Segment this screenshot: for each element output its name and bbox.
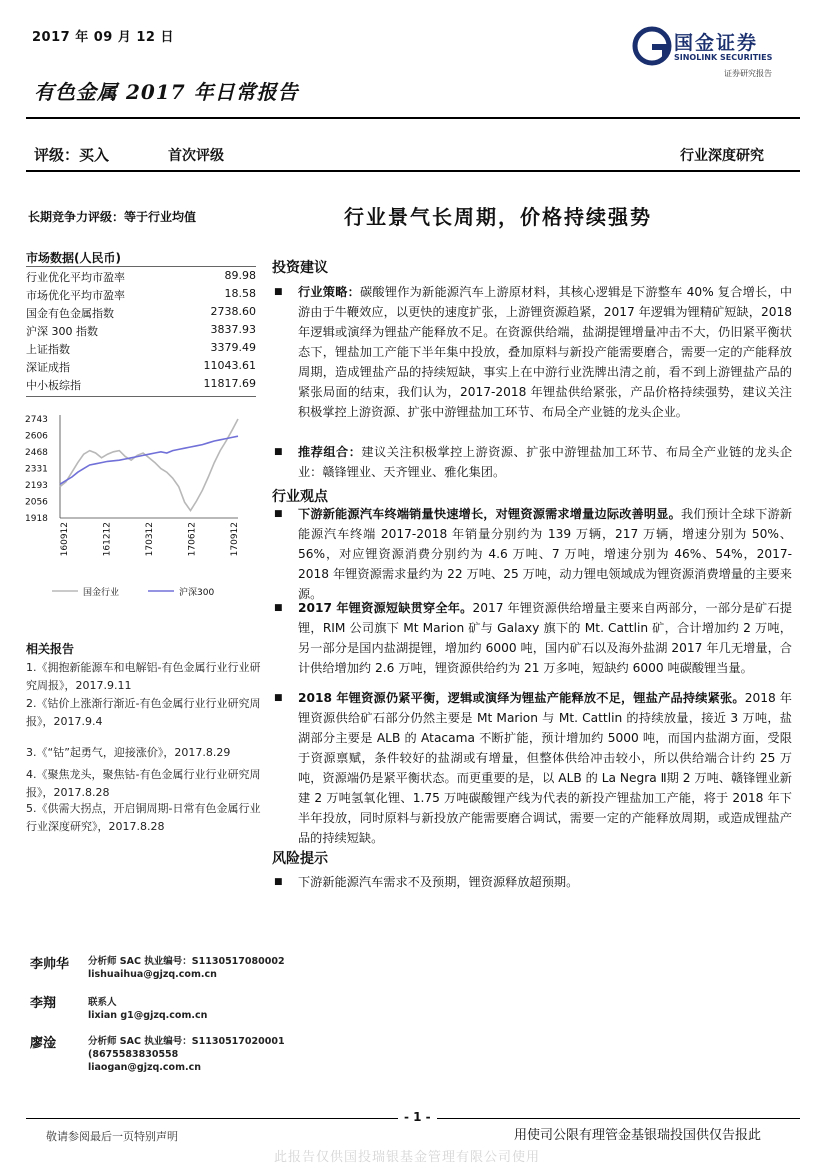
section-industry-view: 行业观点 — [272, 489, 328, 505]
view1-body: 我们预计全球下游新能源汽车终端 2017-2018 年销量分别约为 139 万辆，217 万辆，增速分别为 50%、56%，对应锂资源消费分别约为 4.6 万吨、7 万吨，增速分别为 46%、54%，2017-2018 年锂资源需求量约为 22 万吨、25 万吨，动力锂电领域成为锂资源消费增量的主要来源。 — [298, 507, 793, 601]
market-label: 市场优化平均市盈率 — [26, 289, 125, 302]
competitive-rating: 长期竞争力评级：等于行业均值 — [28, 210, 197, 224]
legend-label: 沪深300 — [179, 588, 215, 598]
portfolio-paragraph — [274, 442, 792, 482]
logo-name-en: SINOLINK SECURITIES — [674, 53, 773, 62]
market-label: 国金有色金属指数 — [26, 307, 114, 320]
y-tick-label: 2056 — [25, 497, 48, 508]
market-value: 3379.49 — [210, 341, 256, 354]
y-tick-label: 2743 — [25, 415, 48, 425]
analyst-info — [88, 955, 285, 981]
section-risk: 风险提示 — [272, 851, 328, 867]
view3-lead: 2018 年锂资源仍紧平衡，逻辑或演绎为锂盐产能释放不足，锂盐产品持续紧张。 — [298, 691, 745, 705]
related-report-item[interactable]: 5.《供需大拐点，开启铜周期-日常有色金属行业行业深度研究》，2017.8.28 — [26, 802, 261, 833]
analyst-email[interactable]: lishuaihua@gjzq.com.cn — [88, 969, 217, 980]
bullet-icon: ■ — [274, 693, 283, 703]
related-report-item[interactable]: 4.《聚焦龙头，聚焦钴-有色金属行业行业研究周报》，2017.8.28 — [26, 768, 261, 799]
view2-lead: 2017 年锂资源短缺贯穿全年。 — [298, 601, 473, 615]
bullet-icon: ■ — [274, 287, 283, 297]
analyst-cert: 分析师 SAC 执业编号：S1130517080002 — [88, 956, 285, 967]
market-label: 行业优化平均市盈率 — [26, 271, 125, 284]
market-divider-bottom — [26, 396, 256, 397]
analyst-cert: 分析师 SAC 执业编号：S1130517020001 — [88, 1036, 285, 1047]
strategy-lead: 行业策略： — [298, 285, 361, 299]
analyst-cert: 联系人 — [88, 997, 117, 1008]
series-line — [60, 436, 238, 484]
analyst-email[interactable]: liaogan@gjzq.com.cn — [88, 1062, 201, 1073]
y-tick-label: 2331 — [25, 464, 48, 475]
market-value: 11043.61 — [203, 359, 256, 372]
analyst-info — [88, 996, 207, 1022]
analyst-name: 廖淦 — [30, 1036, 57, 1051]
market-row — [26, 359, 256, 377]
footer-usage-note: 用使司公限有理管金基银瑞投国供仅告报此 — [514, 1128, 762, 1143]
x-tick-label: 170612 — [187, 522, 198, 557]
portfolio-body: 建议关注积极掌控上游资源、扩张中游锂盐加工环节、布局全产业链的龙头企业：赣锋锂业、天齐锂业、雅化集团。 — [298, 445, 793, 479]
related-report-item[interactable]: 3.《“钴”起勇气，迎接涨价》，2017.8.29 — [26, 746, 231, 759]
related-report-item[interactable]: 1.《拥抱新能源车和电解铝-有色金属行业行业研究周报》，2017.9.11 — [26, 661, 261, 692]
analyst-name: 李帅华 — [30, 957, 70, 972]
x-tick-label: 170912 — [230, 522, 240, 557]
report-headline: 行业景气长周期，价格持续强势 — [344, 205, 652, 229]
market-value: 2738.60 — [210, 305, 256, 318]
view1-lead: 下游新能源汽车终端销量快速增长，对锂资源需求增量边际改善明显。 — [298, 507, 681, 521]
view-paragraph-2 — [274, 598, 792, 678]
market-label: 中小板综指 — [26, 379, 81, 392]
market-label: 上证指数 — [26, 343, 70, 356]
risk-body: 下游新能源汽车需求不及预期，锂资源释放超预期。 — [298, 875, 579, 889]
analyst-name: 李翔 — [30, 996, 57, 1011]
logo-subtitle: 证券研究报告 — [724, 69, 772, 78]
logo-mark-icon — [632, 26, 672, 66]
footer-watermark: 此报告仅供国投瑞银基金管理有限公司使用 — [274, 1150, 541, 1165]
x-tick-label: 170312 — [145, 522, 155, 557]
x-tick-label: 160912 — [60, 522, 70, 557]
view2-body: 2017 年锂资源供给增量主要来自两部分，一部分是矿石提锂，RIM 公司旗下 Mt Marion 矿与 Galaxy 旗下的 Mt. Cattlin 矿，合计增加约 2 万吨，另一部分是国内盐湖提锂，增加约 6000 吨，国内矿石以及海外盐湖 2017 年几无增量，合计供给增加约 2.6 万吨，锂资源供给约为 21 万多吨，短缺约 6000 吨碳酸锂当量。 — [298, 601, 792, 675]
report-date: 2017 年 09 月 12 日 — [32, 30, 174, 45]
market-value: 11817.69 — [203, 377, 256, 390]
index-line-chart — [22, 405, 262, 605]
bullet-icon: ■ — [274, 877, 283, 887]
market-row — [26, 305, 256, 323]
page-number: - 1 - — [398, 1110, 437, 1124]
view-paragraph-1 — [274, 504, 792, 604]
analyst-phone: (8675583830558 — [88, 1049, 179, 1060]
market-label: 深证成指 — [26, 361, 70, 374]
rating-label: 评级：买入 — [34, 146, 110, 164]
analyst-info — [88, 1035, 285, 1074]
related-reports-title: 相关报告 — [26, 642, 75, 656]
view3-body: 2018 年锂资源供给矿石部分仍然主要是 Mt Marion 与 Mt. Cattlin 的持续放量，接近 3 万吨，盐湖部分主要是 ALB 的 Atacama 不断扩能，预计增加约 5000 吨，而国内盐湖方面，受限于资源禀赋，条件较好的盐湖或有增量，但整体供给冲击较小，所以供给端合计约 25 万吨，资源端仍是紧平衡状态。而更重要的是，以 ALB 的 La Negra Ⅱ期 2 万吨、赣锋锂业新建 2 万吨氢氧化锂、1.75 万吨碳酸锂产线为代表的新投产锂盐加工产能，将于 2018 年下半年投放，同时原料与新投放产能需要磨合调试，需要一定的产能释放周期，或造成锂盐产品的持续短缺。 — [298, 691, 792, 845]
y-tick-label: 2468 — [25, 448, 48, 458]
market-value: 3837.93 — [210, 323, 256, 336]
header-rule — [26, 117, 800, 119]
logo-name-cn: 国金证券 — [674, 32, 759, 54]
section-investment-advice: 投资建议 — [272, 260, 328, 276]
rating-rule — [26, 170, 800, 172]
report-type: 行业深度研究 — [680, 148, 764, 164]
strategy-paragraph — [274, 282, 792, 422]
bullet-icon: ■ — [274, 603, 283, 613]
market-row — [26, 287, 256, 305]
footer-disclaimer-note: 敬请参阅最后一页特别声明 — [46, 1130, 178, 1143]
legend-label: 国金行业 — [83, 588, 120, 598]
company-logo — [632, 26, 792, 84]
y-tick-label: 2606 — [25, 431, 48, 442]
report-series-title: 有色金属 2017 年日常报告 — [34, 80, 299, 104]
market-row — [26, 377, 256, 395]
analyst-email[interactable]: lixian g1@gjzq.com.cn — [88, 1010, 208, 1021]
bullet-icon: ■ — [274, 447, 283, 457]
related-report-item[interactable]: 2.《钴价上涨渐行渐近-有色金属行业行业研究周报》，2017.9.4 — [26, 697, 261, 728]
y-tick-label: 2193 — [25, 481, 48, 491]
y-tick-label: 1918 — [25, 514, 48, 524]
view-paragraph-3 — [274, 688, 792, 848]
risk-paragraph — [274, 872, 792, 892]
x-tick-label: 161212 — [102, 522, 113, 557]
market-row — [26, 341, 256, 359]
market-value: 18.58 — [224, 287, 256, 300]
market-label: 沪深 300 指数 — [26, 325, 98, 338]
market-value: 89.98 — [224, 269, 256, 282]
market-divider — [26, 266, 256, 267]
market-row — [26, 323, 256, 341]
rating-status: 首次评级 — [168, 148, 224, 164]
portfolio-lead: 推荐组合： — [298, 445, 362, 459]
market-row — [26, 269, 256, 287]
strategy-body: 碳酸锂作为新能源汽车上游原材料，其核心逻辑是下游整车 40% 复合增长，中游由于牛鞭效应，以更快的速度扩张，上游锂资源趋紧，2017 年逻辑为锂精矿短缺，2018 年逻辑或演绎为锂盐产能释放不足。在资源供给端，盐湖提锂增量冲击不大，仍旧紧平衡状态下，锂盐加工产能下半年集中投放，叠加原料与新投产能需要磨合，需要一定的产能释放周期，造成锂盐产品的持续短缺，事实上在中游行业洗牌出清之前，看不到上游锂盐产品的紧张局面的结束，我们认为，2017-2018 年锂盐供给紧张，产品价格持续强势，建议关注积极掌控上游资源、扩张中游锂盐加工环节、布局全产业链的龙头企业。 — [298, 285, 793, 419]
bullet-icon: ■ — [274, 509, 283, 519]
market-data-title: 市场数据(人民币) — [26, 251, 121, 265]
series-line — [60, 419, 238, 511]
